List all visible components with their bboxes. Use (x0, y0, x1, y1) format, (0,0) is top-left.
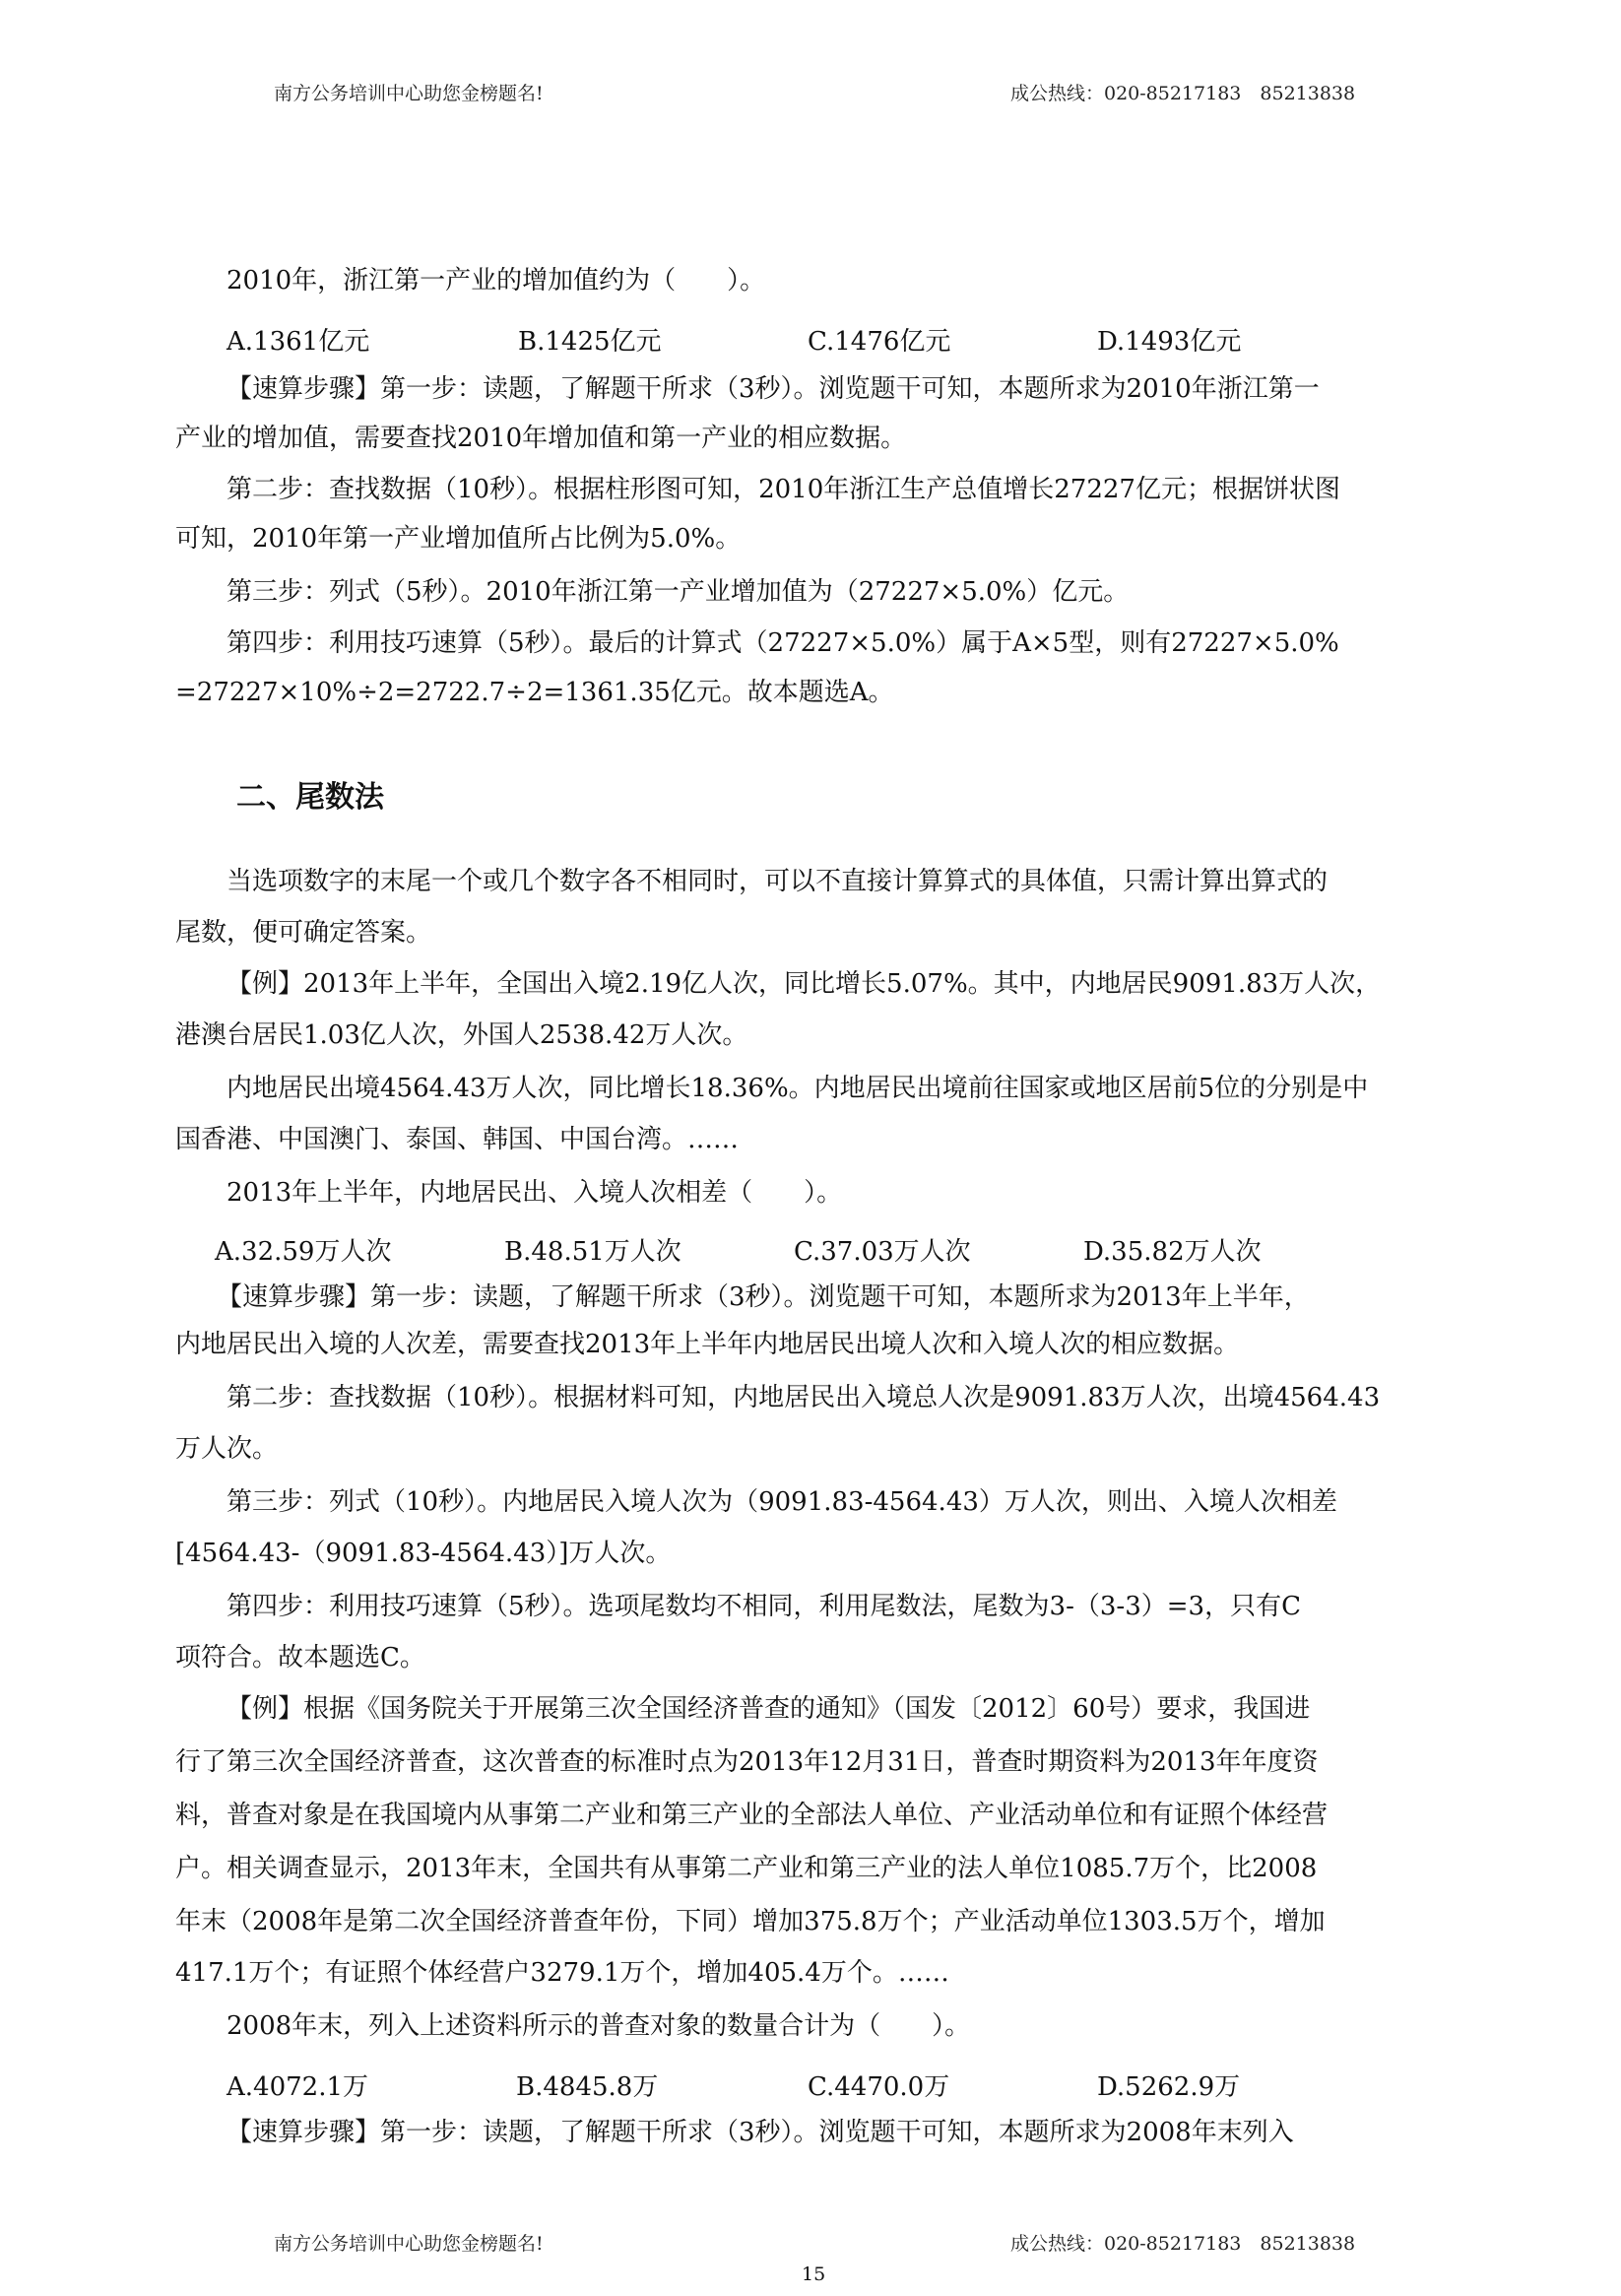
header-right: 成公热线：020-85217183 85213838 (1010, 83, 1356, 104)
option-b: B.4845.8万 (516, 2072, 659, 2102)
step-1-cont: 内地居民出入境的人次差，需要查找2013年上半年内地居民出境人次和入境人次的相应数据。 (175, 1330, 1240, 1359)
footer-left: 南方公务培训中心助您金榜题名! (274, 2233, 544, 2255)
step-2: 第二步：查找数据（10秒）。根据柱形图可知，2010年浙江生产总值增长27227亿元；根据饼状图 (227, 475, 1340, 504)
step-1-cont: 产业的增加值，需要查找2010年增加值和第一产业的相应数据。 (175, 424, 907, 453)
intro-paragraph: 当选项数字的末尾一个或几个数字各不相同时，可以不直接计算算式的具体值，只需计算出算式的 (227, 867, 1329, 896)
option-c: C.4470.0万 (808, 2072, 950, 2102)
step-3-cont: [4564.43-（9091.83-4564.43）]万人次。 (175, 1539, 672, 1568)
option-d: D.35.82万人次 (1083, 1237, 1262, 1267)
example-text-cont: 行了第三次全国经济普查，这次普查的标准时点为2013年12月31日，普查时期资料为2013年年度资 (175, 1747, 1319, 1777)
option-a: A.32.59万人次 (215, 1237, 392, 1267)
option-d: D.5262.9万 (1097, 2072, 1241, 2102)
step-4-cont: =27227×10%÷2=2722.7÷2=1361.35亿元。故本题选A。 (175, 678, 894, 707)
step-2: 第二步：查找数据（10秒）。根据材料可知，内地居民出入境总人次是9091.83万人次，出境4564.43 (227, 1383, 1381, 1412)
step-3: 第三步：列式（10秒）。内地居民入境人次为（9091.83-4564.43）万人次，则出、入境人次相差 (227, 1487, 1337, 1517)
step-4: 第四步：利用技巧速算（5秒）。选项尾数均不相同，利用尾数法，尾数为3-（3-3）=3，只有C (227, 1592, 1301, 1621)
question-text: 2013年上半年，内地居民出、入境人次相差（ ）。 (227, 1178, 843, 1208)
option-b: B.48.51万人次 (504, 1237, 681, 1267)
example-text-cont: 料，普查对象是在我国境内从事第二产业和第三产业的全部法人单位、产业活动单位和有证照个体经营 (175, 1801, 1329, 1830)
option-a: A.1361亿元 (227, 327, 370, 357)
example-text: 【例】根据《国务院关于开展第三次全国经济普查的通知》（国发〔2012〕60号）要求，我国进 (227, 1694, 1311, 1724)
example-text-cont: 户。相关调查显示，2013年末，全国共有从事第二产业和第三产业的法人单位1085.7万个，比2008 (175, 1854, 1318, 1883)
step-2-cont: 万人次。 (175, 1434, 279, 1464)
example-text: 内地居民出境4564.43万人次，同比增长18.36%。内地居民出境前往国家或地区居前5位的分别是中 (227, 1074, 1369, 1103)
example-text-cont: 年末（2008年是第二次全国经济普查年份，下同）增加375.8万个；产业活动单位1303.5万个，增加 (175, 1907, 1326, 1936)
intro-paragraph-cont: 尾数，便可确定答案。 (175, 918, 432, 948)
step-1: 【速算步骤】第一步：读题，了解题干所求（3秒）。浏览题干可知，本题所求为2008年末列入 (227, 2118, 1294, 2147)
question-text: 2008年末，列入上述资料所示的普查对象的数量合计为（ ）。 (227, 2011, 971, 2041)
step-4-cont: 项符合。故本题选C。 (175, 1643, 425, 1673)
option-d: D.1493亿元 (1097, 327, 1242, 357)
step-3: 第三步：列式（5秒）。2010年浙江第一产业增加值为（27227×5.0%）亿元。 (227, 577, 1130, 607)
example-text: 【例】2013年上半年，全国出入境2.19亿人次，同比增长5.07%。其中，内地居民9091.83万人次， (227, 969, 1382, 999)
option-c: C.1476亿元 (808, 327, 951, 357)
step-2-cont: 可知，2010年第一产业增加值所占比例为5.0%。 (175, 524, 742, 554)
step-1: 【速算步骤】第一步：读题，了解题干所求（3秒）。浏览题干可知，本题所求为2013年上半年， (217, 1282, 1310, 1312)
example-text-cont: 国香港、中国澳门、泰国、韩国、中国台湾。…… (175, 1125, 740, 1154)
question-text: 2010年，浙江第一产业的增加值约为（ ）。 (227, 266, 766, 295)
section-title: 二、尾数法 (236, 780, 384, 815)
option-b: B.1425亿元 (518, 327, 662, 357)
step-4: 第四步：利用技巧速算（5秒）。最后的计算式（27227×5.0%）属于A×5型，则有27227×5.0% (227, 628, 1339, 658)
example-text-cont: 417.1万个；有证照个体经营户3279.1万个，增加405.4万个。…… (175, 1958, 949, 1988)
option-c: C.37.03万人次 (794, 1237, 971, 1267)
footer-right: 成公热线：020-85217183 85213838 (1010, 2233, 1356, 2255)
example-text-cont: 港澳台居民1.03亿人次，外国人2538.42万人次。 (175, 1020, 748, 1050)
header-left: 南方公务培训中心助您金榜题名! (274, 83, 544, 104)
step-1: 【速算步骤】第一步：读题，了解题干所求（3秒）。浏览题干可知，本题所求为2010年浙江第一 (227, 374, 1320, 404)
page-number: 15 (802, 2263, 826, 2285)
option-a: A.4072.1万 (227, 2072, 369, 2102)
